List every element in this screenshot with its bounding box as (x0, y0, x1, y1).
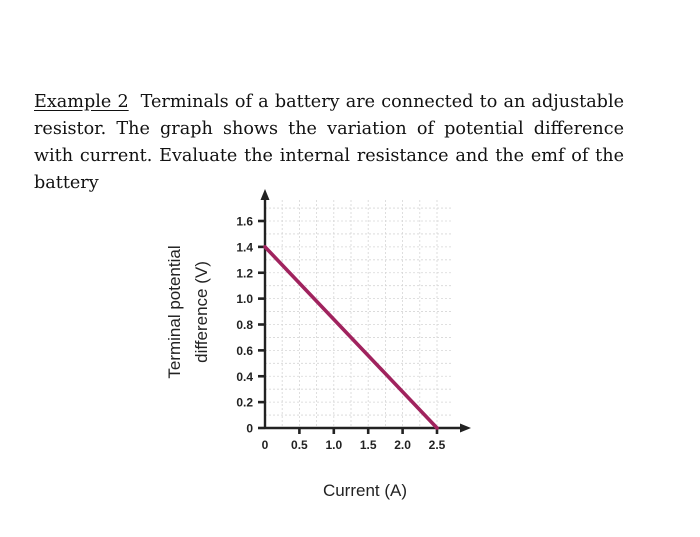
y-ticks (236, 215, 265, 436)
x-tick-label: 1.0 (325, 438, 343, 452)
y-tick-label: 0.4 (236, 369, 253, 384)
x-ticks (262, 428, 446, 452)
x-tick-label: 2.5 (428, 438, 446, 452)
x-tick-label: 1.5 (359, 438, 377, 452)
y-tick-label: 1.2 (236, 266, 253, 281)
x-axis-label: Current (A) (322, 481, 408, 500)
x-axis-arrow (460, 424, 471, 433)
y-tick-label: 1.6 (236, 214, 253, 229)
y-axis-label-line-1: Terminal potential (165, 245, 184, 379)
example-label: Example 2 (34, 92, 129, 112)
chart-axes (261, 189, 472, 433)
y-axis-arrow (261, 189, 270, 200)
y-tick-label: 0.6 (236, 343, 253, 358)
y-tick-label: 0 (246, 421, 253, 436)
y-axis-label (165, 245, 211, 378)
y-tick-label: 1.4 (236, 240, 253, 255)
y-tick-label: 0.8 (236, 318, 253, 332)
y-tick-label: 0.2 (236, 395, 253, 410)
y-tick-label: 1.0 (236, 292, 253, 307)
x-tick-label: 2.0 (394, 438, 411, 452)
x-tick-label: 0 (261, 438, 269, 452)
x-tick-label: 0.5 (291, 438, 308, 452)
y-axis-label-line-2: difference (V) (192, 261, 211, 363)
chart-grid (265, 200, 453, 428)
example-body: Terminals of a battery are connected to an adjustable resistor. The graph shows the variation of potential difference with current. Evaluate the internal resistance and the emf of the battery (34, 92, 624, 193)
